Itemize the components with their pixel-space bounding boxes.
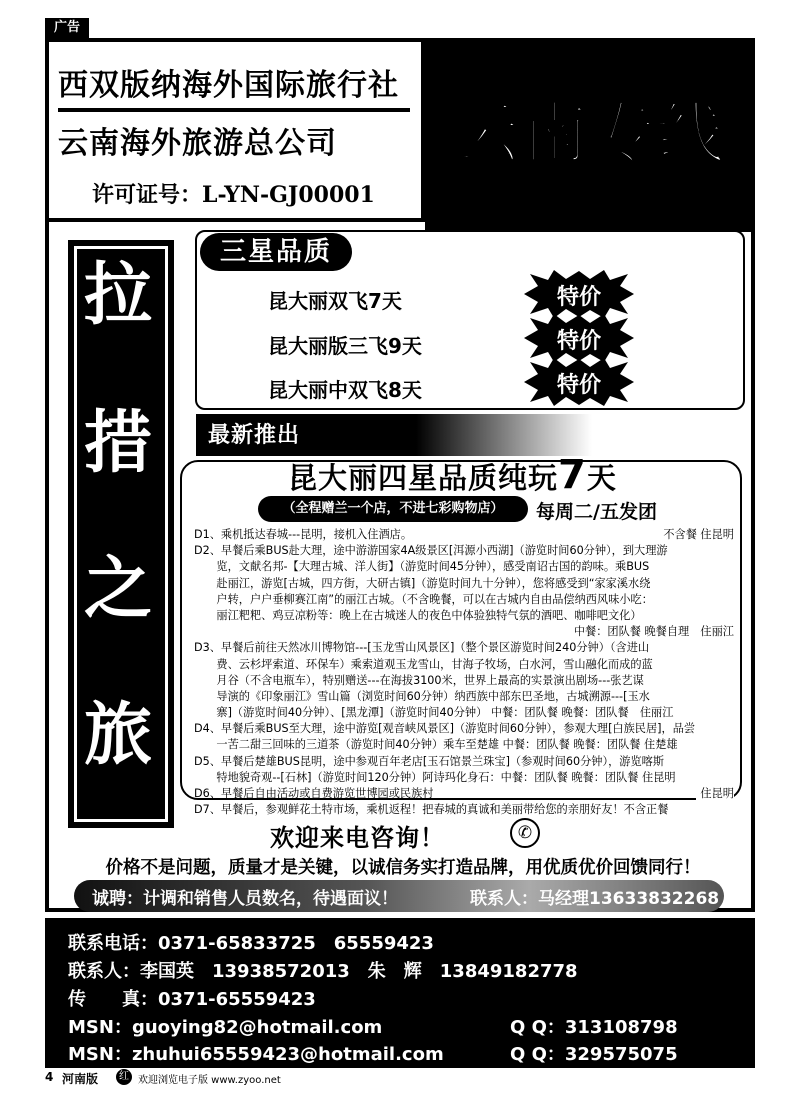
itinerary-text: 特地貌奇观--[石林]（游览时间120分钟）阿诗玛化身石：中餐：团队餐 晚餐：团队餐 住昆明 <box>194 770 676 784</box>
fax-label: 传 真： <box>68 989 158 1010</box>
header-divider <box>58 108 410 112</box>
recruit-contact: 联系人：马经理13633832268 <box>470 889 720 909</box>
itinerary-text: D6、早餐后自由活动或自费游览世博园或民族村 <box>194 787 434 800</box>
product-title-unit: 天 <box>586 461 617 495</box>
itinerary-line <box>194 737 734 753</box>
phone-row <box>68 929 434 955</box>
slogan-char: 拉 <box>83 256 152 335</box>
tour-name: 昆大丽双飞7天 <box>268 289 402 313</box>
special-price-label: 特价 <box>556 373 601 398</box>
itinerary-line <box>194 705 734 721</box>
product-title <box>288 452 617 498</box>
itinerary-text: D3、早餐后前往天然冰川博物馆---[玉龙雪山风景区]（整个景区游览时间240分钟）（含进山 <box>194 641 650 655</box>
itinerary-line <box>194 543 734 559</box>
itinerary-text: 导演的《印象丽江》雪山篇（浏览时间60分钟）纳西族中部东巴圣地，古城溯源---[玉水 <box>194 689 650 703</box>
agency-name: 西双版纳海外国际旅行社 <box>58 68 399 103</box>
itinerary-line <box>194 802 734 818</box>
license-number: 许可证号：L-YN-GJ00001 <box>92 182 375 208</box>
itinerary-text: 月谷（不含电瓶车），特别赠送---在海拔3100米，世界上最高的实景演出剧场---张艺谋 <box>194 673 644 687</box>
itinerary-text: D5、早餐后楚雄BUS昆明，途中参观百年老店[玉石馆景兰珠宝]（参观时间60分钟），游览喀斯 <box>194 754 665 768</box>
itinerary-text: D2、早餐后乘BUS赴大理，途中游游国家4A级景区[洱源小西湖]（游览时间60分钟），到大理游 <box>194 544 668 558</box>
ad-tag: 广告 <box>45 18 89 38</box>
itinerary-meals: 中餐：团队餐 晚餐自理 住丽江 <box>570 624 734 640</box>
itinerary-line <box>194 721 734 737</box>
edition-badge-icon: 红 <box>116 1069 132 1085</box>
fax-value: 0371-65559423 <box>158 989 316 1010</box>
itinerary-line <box>194 786 734 802</box>
itinerary-line <box>194 559 734 575</box>
itinerary-line <box>194 754 734 770</box>
special-price-label: 特价 <box>556 329 601 354</box>
itinerary-text: 寨]（游览时间40分钟）、[黑龙潭]（游览时间40分钟） 中餐：团队餐 晚餐：团队餐 住丽江 <box>194 706 674 720</box>
consult-heading: 欢迎来电咨询！ <box>270 824 445 852</box>
itinerary-text: 一苦二甜三回味的三道茶（游览时间40分钟）乘车至楚雄 中餐：团队餐 晚餐：团队餐 住楚雄 <box>194 738 678 752</box>
msn-2: MSN：zhuhui65559423@hotmail.com <box>68 1044 444 1065</box>
itinerary-line <box>194 657 734 673</box>
slogan-char: 措 <box>83 404 152 483</box>
page-title: 云南专线 <box>454 95 726 172</box>
person-value: 李国英 13938572013 朱 辉 13849182778 <box>140 961 578 982</box>
itinerary-line <box>194 576 734 592</box>
itinerary-text: D4、早餐后乘BUS至大理，途中游览[观音峡风景区]（游览时间60分钟），参观大理[白族民居]，品尝 <box>194 722 696 736</box>
itinerary-line <box>194 527 734 543</box>
qq-2: Q Q：329575075 <box>510 1044 678 1065</box>
product-title-main: 昆大丽四星品质纯玩 <box>288 461 559 495</box>
itinerary-text: D7、早餐后，参观鲜花土特市场，乘机返程！把春城的真诚和美丽带给您的亲朋好友！不含正餐 <box>194 803 669 817</box>
itinerary-days <box>194 527 734 818</box>
slogan-char: 旅 <box>83 696 152 775</box>
itinerary-text: 户转，户户垂柳赛江南”的丽江古城。（不含晚餐，可以在古城内自由品偿纳西风味小吃： <box>194 592 653 606</box>
itinerary-text: 赴丽江，游览[古城，四方街，大研古镇]（游览时间九十分钟），您将感受到“家家溪水绕 <box>194 576 651 590</box>
itinerary-line <box>194 673 734 689</box>
person-row <box>68 957 578 983</box>
company-name: 云南海外旅游总公司 <box>58 126 337 161</box>
itinerary-line <box>194 770 734 786</box>
itinerary-line <box>194 640 734 656</box>
phone-label: 联系电话： <box>68 933 158 954</box>
itinerary-meals: 不含餐 住昆明 <box>659 527 734 543</box>
msn-1: MSN：guoying82@hotmail.com <box>68 1017 383 1038</box>
itinerary-line <box>194 592 734 608</box>
itinerary-line <box>194 689 734 705</box>
itinerary-line <box>194 608 734 624</box>
edition-label: 河南版 <box>62 1072 99 1086</box>
qq-1: Q Q：313108798 <box>510 1017 678 1038</box>
page-number: 4 <box>45 1070 54 1084</box>
footer-text: 欢迎浏览电子版 www.zyoo.net <box>138 1075 281 1086</box>
phone-icon: ✆ <box>510 818 540 848</box>
departure-schedule: 每周二/五发团 <box>536 501 657 523</box>
slogan-char: 之 <box>83 550 152 629</box>
itinerary-meals: 住昆明 <box>696 786 734 802</box>
itinerary-text: 丽江粑粑、鸡豆凉粉等：晚上在古城迷人的夜色中体验独特气氛的酒吧、咖啡吧文化） <box>194 608 642 622</box>
shopping-note: （全程赠兰一个店，不进七彩购物店） <box>258 496 528 522</box>
product-title-days: 7 <box>558 452 587 498</box>
latest-title: 最新推出 <box>208 423 301 448</box>
itinerary-text: 费、云杉坪索道、环保车）乘索道观玉龙雪山，甘海子牧场，白水河，雪山融化而成的蓝 <box>194 657 653 671</box>
itinerary-text: D1、乘机抵达春城---昆明，接机入住酒店。 <box>194 528 413 541</box>
tour-name: 昆大丽中双飞8天 <box>268 378 422 402</box>
person-label: 联系人： <box>68 961 140 982</box>
three-star-badge: 三星品质 <box>200 233 352 271</box>
fax-row <box>68 985 316 1011</box>
quality-slogan: 价格不是问题，质量才是关键，以诚信务实打造品牌，用优质优价回馈同行！ <box>105 858 701 878</box>
special-price-label: 特价 <box>556 285 601 310</box>
phone-value: 0371-65833725 65559423 <box>158 933 434 954</box>
itinerary-text: 览，文献名邦-【大理古城、洋人街】（游览时间45分钟），感受南诏古国的韵味。乘BUS <box>194 560 650 574</box>
itinerary-line <box>194 624 734 640</box>
tour-name: 昆大丽版三飞9天 <box>268 334 422 358</box>
recruit-text: 诚聘：计调和销售人员数名，待遇面议！ <box>92 889 398 909</box>
